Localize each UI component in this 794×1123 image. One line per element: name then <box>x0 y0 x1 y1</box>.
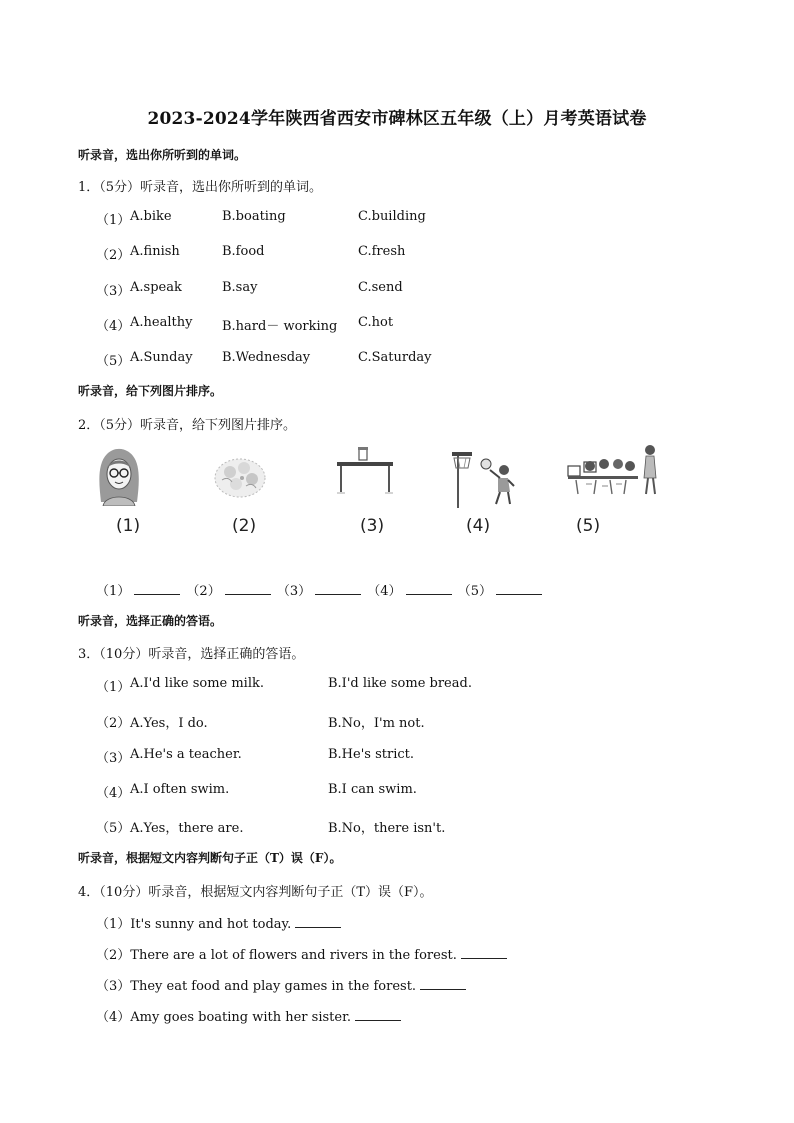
q1-item-1-option-b: B.boating <box>222 209 286 224</box>
picture-label-4: (4) <box>466 516 491 536</box>
q3-item-4-num: （4） <box>96 786 131 801</box>
q1-item-4-option-c: C.hot <box>358 315 394 330</box>
section-instruction-4: 听录音，根据短文内容判断句子正（T）误（F）。 <box>78 851 342 865</box>
question-4-stem: 4．（10分）听录音，根据短文内容判断句子正（T）误（F）。 <box>78 885 433 900</box>
salad-bowl-icon <box>212 452 268 500</box>
section-instruction-3: 听录音，选择正确的答语。 <box>78 614 223 628</box>
q2-answer-label-2: （2） <box>186 584 221 599</box>
q1-item-2-option-a: A.finish <box>130 244 180 259</box>
basketball-player-icon <box>448 448 520 510</box>
q3-item-1-num: （1） <box>96 680 131 695</box>
q3-item-5-num: （5） <box>96 821 131 836</box>
q4-item-4-blank[interactable] <box>355 1008 401 1021</box>
q3-item-4-option-a: A.I often swim. <box>130 782 230 797</box>
q1-item-2-num: （2） <box>96 248 131 263</box>
q4-item-3-text: They eat food and play games in the forest. <box>130 979 417 994</box>
q2-answer-blank-3[interactable] <box>315 582 361 595</box>
q1-item-1-option-c: C.building <box>358 209 426 224</box>
question-2-stem: 2．（5分）听录音，给下列图片排序。 <box>78 418 297 433</box>
q4-item-1-blank[interactable] <box>295 915 341 928</box>
q3-item-2-option-b: B.No，I'm not. <box>328 716 425 731</box>
q1-item-2-option-b: B.food <box>222 244 265 259</box>
q4-item-1-text: It's sunny and hot today. <box>130 917 292 932</box>
q2-answer-label-4: （4） <box>367 584 402 599</box>
question-3-stem: 3．（10分）听录音，选择正确的答语。 <box>78 647 305 662</box>
q1-item-3-option-a: A.speak <box>130 280 182 295</box>
q3-item-1-option-a: A.I'd like some milk. <box>130 676 265 691</box>
q1-item-5-option-a: A.Sunday <box>130 350 193 365</box>
classroom-computers-icon <box>566 444 664 500</box>
q1-item-5-option-b: B.Wednesday <box>222 350 311 365</box>
q4-item-4 <box>96 1006 401 1025</box>
q2-answer-blank-1[interactable] <box>134 582 180 595</box>
q1-item-3-option-b: B.say <box>222 280 258 295</box>
section-instruction-1: 听录音，选出你所听到的单词。 <box>78 148 247 162</box>
q1-item-1-option-a: A.bike <box>130 209 172 224</box>
q4-item-2-text: There are a lot of flowers and rivers in the forest. <box>130 948 457 963</box>
q2-answer-blank-5[interactable] <box>496 582 542 595</box>
q4-item-2 <box>96 944 507 963</box>
q1-item-3-option-c: C.send <box>358 280 403 295</box>
q3-item-3-num: （3） <box>96 751 131 766</box>
picture-label-5: (5) <box>576 516 601 536</box>
q1-item-4-option-b: B.hard－ working <box>222 319 338 334</box>
q4-item-3-blank[interactable] <box>420 977 466 990</box>
q4-item-2-blank[interactable] <box>461 946 507 959</box>
q3-item-4-option-b: B.I can swim. <box>328 782 417 797</box>
page-title: 2023-2024学年陕西省西安市碑林区五年级（上）月考英语试卷 <box>147 109 647 129</box>
q4-item-1-num: （1） <box>96 917 131 932</box>
q3-item-1-option-b: B.I'd like some bread. <box>328 676 472 691</box>
q4-item-1 <box>96 913 341 932</box>
q1-item-4-num: （4） <box>96 319 131 334</box>
girl-with-glasses-icon <box>93 444 145 506</box>
q3-item-5-option-a: A.Yes，there are. <box>130 821 244 836</box>
q1-item-5-num: （5） <box>96 354 131 369</box>
question-2-answer-line <box>96 580 544 599</box>
q1-item-5-option-c: C.Saturday <box>358 350 432 365</box>
q2-answer-label-1: （1） <box>96 584 131 599</box>
q4-item-4-num: （4） <box>96 1010 131 1025</box>
q2-answer-blank-4[interactable] <box>406 582 452 595</box>
picture-label-2: (2) <box>232 516 257 536</box>
question-1-stem: 1．（5分）听录音，选出你所听到的单词。 <box>78 180 323 195</box>
q1-item-2-option-c: C.fresh <box>358 244 406 259</box>
q4-item-4-text: Amy goes boating with her sister. <box>130 1010 351 1025</box>
q4-item-2-num: （2） <box>96 948 131 963</box>
q3-item-2-option-a: A.Yes，I do. <box>130 716 208 731</box>
section-instruction-2: 听录音，给下列图片排序。 <box>78 384 223 398</box>
q2-answer-blank-2[interactable] <box>225 582 271 595</box>
q4-item-3 <box>96 975 466 994</box>
picture-label-1: (1) <box>116 516 141 536</box>
q1-item-4-option-a: A.healthy <box>130 315 193 330</box>
table-with-cup-icon <box>333 446 397 498</box>
q2-answer-label-3: （3） <box>276 584 312 599</box>
q3-item-5-option-b: B.No，there isn't. <box>328 821 446 836</box>
q1-item-1-num: （1） <box>96 213 131 228</box>
q4-item-3-num: （3） <box>96 979 131 994</box>
q2-answer-label-5: （5） <box>457 584 492 599</box>
q3-item-3-option-b: B.He's strict. <box>328 747 414 762</box>
q3-item-2-num: （2） <box>96 716 131 731</box>
picture-label-3: (3) <box>360 516 385 536</box>
q3-item-3-option-a: A.He's a teacher. <box>130 747 242 762</box>
q1-item-3-num: （3） <box>96 284 131 299</box>
